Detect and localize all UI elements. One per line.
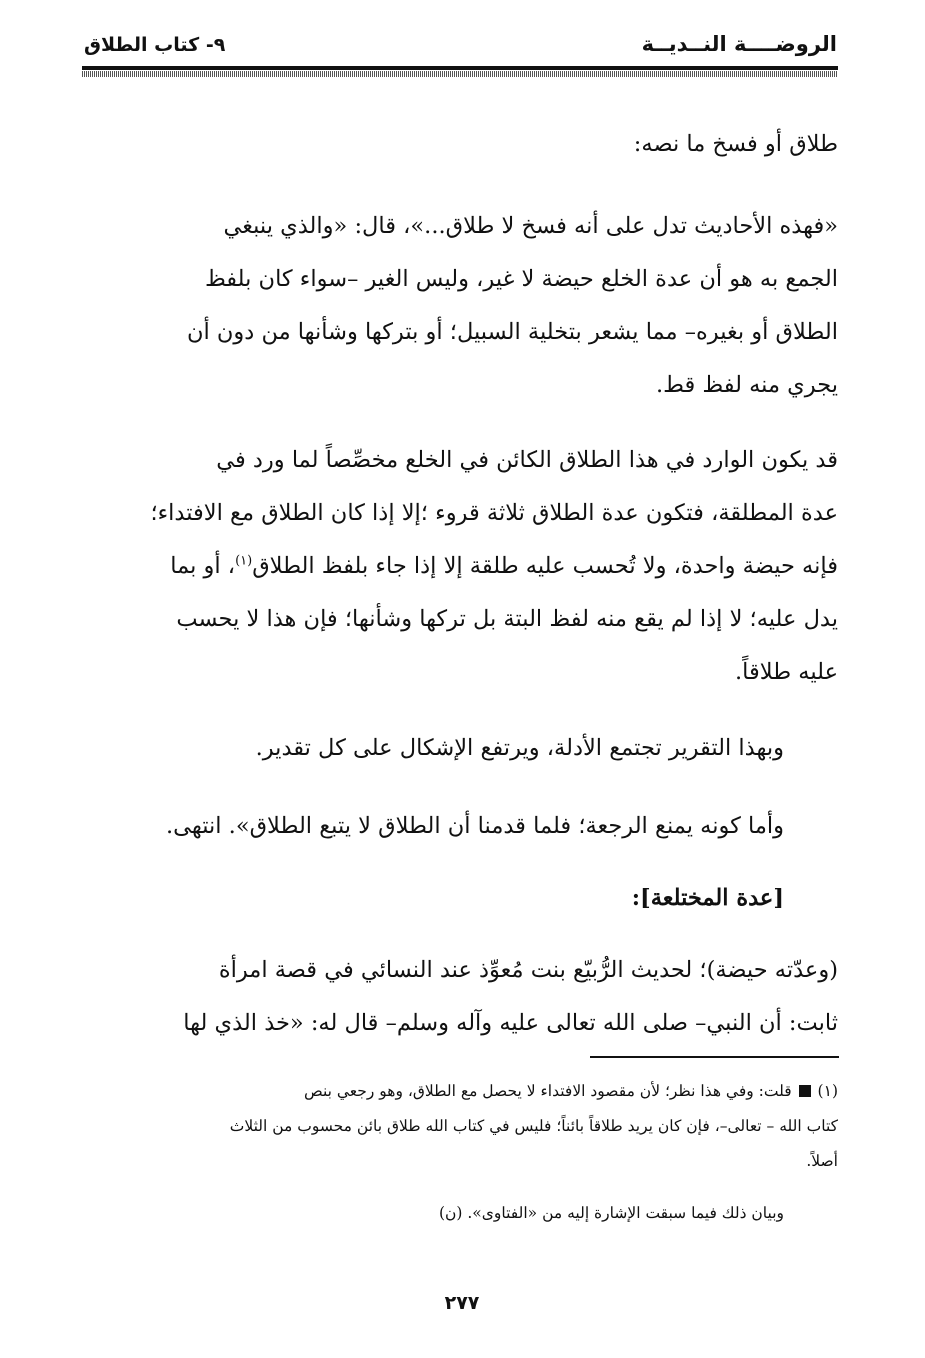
square-marker-icon bbox=[799, 1085, 811, 1097]
page-number: ٢٧٧ bbox=[444, 1292, 480, 1314]
text-line: (وعدّته حيضة)؛ لحديث الرُّبيّع بنت مُعوِّذ عند النسائي في قصة امرأة bbox=[218, 957, 838, 983]
text-line: ثابت: أن النبي– صلى الله تعالى عليه وآله وسلم– قال له: «خذ الذي لها bbox=[183, 1010, 838, 1036]
text-line: عليه طلاقاً. bbox=[735, 659, 838, 685]
footnote-reference[interactable]: (١) bbox=[235, 553, 253, 569]
book-title-header: الروضــــة النــديــة bbox=[641, 32, 837, 56]
paragraph-2 bbox=[84, 200, 838, 412]
text-segment: فإنه حيضة واحدة، ولا تُحسب عليه طلقة إلا إذا جاء بلفظ الطلاق bbox=[252, 553, 838, 579]
paragraph-5 bbox=[84, 800, 784, 853]
text-segment: ، أو بما bbox=[170, 553, 236, 579]
header-hatch-rule bbox=[82, 71, 838, 77]
footnote-line: أصلاً. bbox=[806, 1152, 838, 1170]
section-heading: [عدة المختلعة]: bbox=[631, 885, 784, 911]
text-line bbox=[84, 540, 838, 593]
paragraph-1 bbox=[84, 118, 838, 171]
paragraph-4 bbox=[84, 722, 784, 775]
footnote-text: قلت: وفي هذا نظر؛ لأن مقصود الافتداء لا يحصل مع الطلاق، وهو رجعي بنص bbox=[303, 1082, 792, 1100]
text-line: «فهذه الأحاديث تدل على أنه فسخ لا طلاق...»، قال: «والذي ينبغي bbox=[223, 213, 838, 239]
footnote-separator bbox=[590, 1056, 839, 1058]
footnote-1 bbox=[84, 1074, 838, 1179]
text-line: طلاق أو فسخ ما نصه: bbox=[633, 131, 838, 157]
text-line: قد يكون الوارد في هذا الطلاق الكائن في الخلع مخصِّصاً لما ورد في bbox=[216, 447, 838, 473]
text-line: يدل عليه؛ لا إذا لم يقع منه لفظ البتة بل تركها وشأنها؛ فإن هذا لا يحسب bbox=[176, 606, 838, 632]
footnote-line: كتاب الله – تعالى–، فإن كان يريد طلاقاً بائناً؛ فليس في كتاب الله طلاق بائن محسوب من الثلاث bbox=[229, 1117, 838, 1135]
paragraph-3 bbox=[84, 434, 838, 699]
footnote-remark: وبيان ذلك فيما سبقت الإشارة إليه من «الفتاوى». (ن) bbox=[438, 1204, 784, 1222]
footnote-number: (١) bbox=[817, 1082, 838, 1100]
text-line: وبهذا التقرير تجتمع الأدلة، ويرتفع الإشكال على كل تقدير. bbox=[255, 735, 784, 761]
text-line: يجري منه لفظ قط. bbox=[655, 372, 838, 398]
paragraph-6 bbox=[84, 944, 838, 1050]
text-line: الطلاق أو بغيره– مما يشعر بتخلية السبيل؛ أو بتركها وشأنها من دون أن bbox=[186, 319, 838, 345]
text-line: وأما كونه يمنع الرجعة؛ فلما قدمنا أن الطلاق لا يتبع الطلاق». انتهى. bbox=[165, 813, 784, 839]
footnote-line bbox=[84, 1074, 838, 1109]
chapter-header: ٩- كتاب الطلاق bbox=[84, 34, 226, 56]
header-rule bbox=[82, 66, 838, 70]
text-line: الجمع به هو أن عدة الخلع حيضة لا غير، وليس الغير –سواء كان بلفظ bbox=[204, 266, 838, 292]
text-line: عدة المطلقة، فتكون عدة الطلاق ثلاثة قروء ؛إلا إذا كان الطلاق مع الافتداء؛ bbox=[150, 500, 838, 526]
